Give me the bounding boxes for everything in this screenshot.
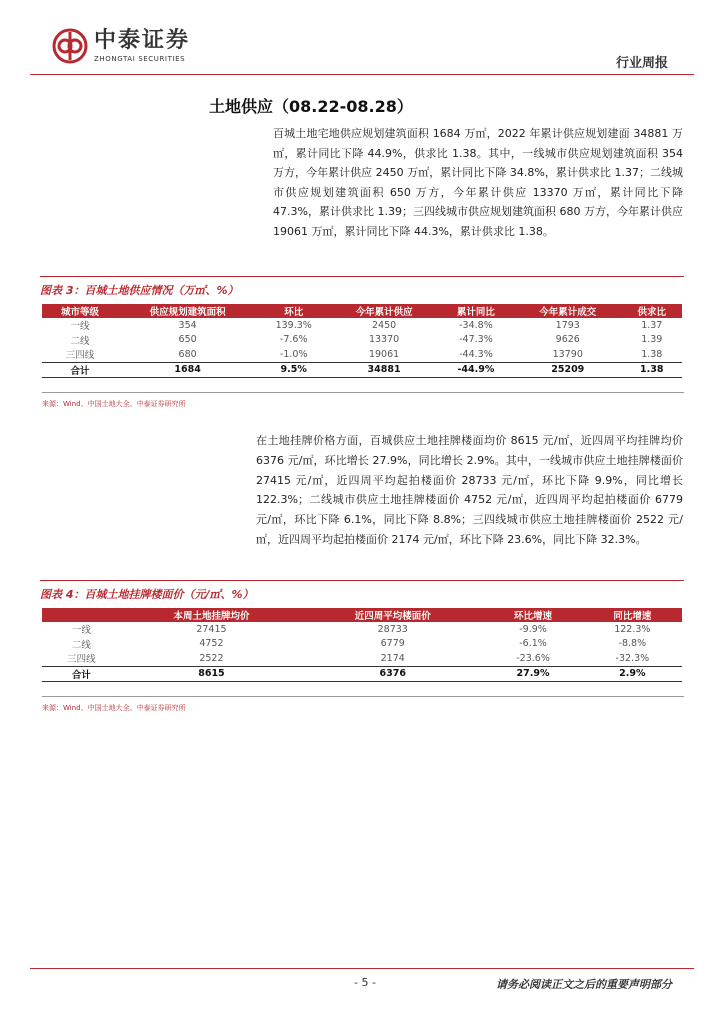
table-cell: 139.3%	[275, 319, 312, 331]
table-cell: 27.9%	[483, 666, 582, 682]
figure-3-title: 图表 3：百城土地供应情况（万㎡、%）	[40, 276, 684, 298]
section-title: 土地供应（08.22-08.28）	[209, 97, 413, 116]
header-divider	[30, 74, 694, 75]
footer-divider	[30, 968, 694, 969]
table-cell: -7.6%	[279, 334, 308, 346]
column-header: 今年累计供应	[330, 304, 438, 318]
table-cell: 27415	[196, 623, 227, 635]
table-cell: -9.9%	[519, 623, 547, 635]
figure-4-source: 来源：Wind、中国土地大全、中泰证券研究所	[42, 704, 186, 712]
table-cell: 13790	[552, 348, 583, 360]
zhongtai-logo-icon	[52, 28, 88, 64]
column-header: 供求比	[622, 304, 682, 318]
table-cell: 6779	[380, 638, 405, 650]
land-price-table	[42, 608, 682, 682]
table-cell: 1793	[555, 319, 580, 331]
table-header-row	[42, 608, 682, 622]
table-cell: 6376	[302, 666, 483, 682]
table-cell: -1.0%	[279, 348, 308, 360]
table-cell: 650	[178, 334, 197, 346]
table-cell: -47.3%	[459, 334, 493, 346]
column-header: 环比增速	[483, 608, 582, 622]
column-header: 供应规划建筑面积	[118, 304, 257, 318]
table-cell: -23.6%	[516, 652, 550, 664]
table-cell: 1.38	[641, 348, 663, 360]
column-header: 今年累计成交	[514, 304, 622, 318]
table-cell: -32.3%	[615, 652, 650, 664]
table-cell: 1684	[118, 362, 257, 378]
column-header: 累计同比	[438, 304, 514, 318]
table-cell: 合计	[42, 362, 118, 378]
table-cell: 8615	[121, 666, 302, 682]
paragraph-land-price: 在土地挂牌价格方面，百城供应土地挂牌楼面均价 8615 元/㎡，近四周平均挂牌均价 6376 元/㎡，环比增长 27.9%，同比增长 2.9%。其中，一线城市供应土地挂牌楼面价 27415 元/㎡，近四周平均起拍楼面价 28733 元/㎡，环比下降 9.9%，同比增长 122.3%；二线城市供应土地挂牌楼面价 4752 元/㎡，近四周平均起拍楼面价 6779 元/㎡，环比下降 6.1%，同比下降 8.8%；三四线城市供应土地挂牌楼面价 2522 元/㎡，近四周平均起拍楼面价 2174 元/㎡，环比下降 23.6%，同比下降 32.3%。	[256, 434, 683, 546]
land-supply-table	[42, 304, 682, 378]
paragraph-land-supply: 百城土地宅地供应规划建筑面积 1684 万㎡，2022 年累计供应规划建面 34881 万㎡，累计同比下降 44.9%，供求比 1.38。其中，一线城市供应规划建筑面积 354 万方，今年累计供应 2450 万㎡，累计同比下降 34.8%，累计供求比 1.37；二线城市供应规划建筑面积 650 万方，今年累计供应 13370 万㎡，累计同比下降 47.3%，累计供求比 1.39；三四线城市供应规划建筑面积 680 万方，今年累计供应 19061 万㎡，累计同比下降 44.3%，累计供求比 1.38。	[273, 127, 683, 238]
table-cell: 一线	[70, 321, 90, 333]
table-cell: 680	[178, 348, 197, 360]
table-cell: 2174	[380, 652, 405, 664]
table-cell: -44.3%	[459, 348, 493, 360]
table-cell: 2450	[371, 319, 397, 331]
table-cell: 三四线	[65, 350, 95, 362]
table-header-row	[42, 304, 682, 318]
table-total-row	[42, 362, 682, 378]
table-row	[42, 622, 682, 637]
table-row	[42, 347, 682, 362]
table-row	[42, 651, 682, 666]
table-cell: 2522	[199, 652, 224, 664]
table-cell: 122.3%	[614, 623, 651, 635]
table-cell: -6.1%	[519, 638, 547, 650]
column-header: 本周土地挂牌均价	[121, 608, 302, 622]
table-cell: -34.8%	[459, 319, 493, 331]
table-cell: 4752	[199, 638, 224, 650]
table-cell: 三四线	[67, 654, 96, 666]
column-header	[42, 608, 121, 622]
table-cell: -44.9%	[438, 362, 514, 378]
table-cell: 13370	[368, 334, 400, 346]
table-cell: 9626	[555, 334, 580, 346]
table-bottom-rule	[42, 696, 684, 697]
table-cell: 1.37	[641, 319, 663, 331]
column-header: 城市等级	[42, 304, 118, 318]
table-row	[42, 637, 682, 652]
table-cell: 34881	[330, 362, 438, 378]
table-cell: 合计	[42, 666, 121, 682]
column-header: 环比	[257, 304, 330, 318]
table-row	[42, 318, 682, 333]
table-cell: 1.39	[641, 334, 663, 346]
figure-3-source: 来源：Wind、中国土地大全、中泰证券研究所	[42, 400, 186, 408]
column-header: 近四周平均楼面价	[302, 608, 483, 622]
logo-cn-text: 中泰证券	[94, 28, 191, 53]
page-number: - 5 -	[354, 976, 376, 989]
footer-disclaimer: 请务必阅读正文之后的重要声明部分	[496, 978, 672, 991]
table-cell: 9.5%	[257, 362, 330, 378]
table-cell: 25209	[514, 362, 622, 378]
table-cell: 二线	[71, 639, 91, 651]
column-header: 同比增速	[583, 608, 682, 622]
table-row	[42, 333, 682, 348]
table-cell: 354	[178, 319, 197, 331]
report-type: 行业周报	[615, 56, 668, 71]
company-logo	[52, 28, 190, 64]
logo-en-text: ZHONGTAI SECURITIES	[94, 55, 186, 63]
table-cell: -8.8%	[618, 638, 647, 650]
table-cell: 一线	[71, 625, 91, 637]
table-total-row	[42, 666, 682, 682]
table-cell: 28733	[377, 623, 408, 635]
figure-4-title: 图表 4：百城土地挂牌楼面价（元/㎡、%）	[40, 580, 684, 602]
table-cell: 19061	[368, 348, 400, 360]
table-cell: 1.38	[622, 362, 682, 378]
table-cell: 二线	[70, 335, 90, 347]
table-bottom-rule	[42, 392, 684, 393]
table-cell: 2.9%	[583, 666, 682, 682]
